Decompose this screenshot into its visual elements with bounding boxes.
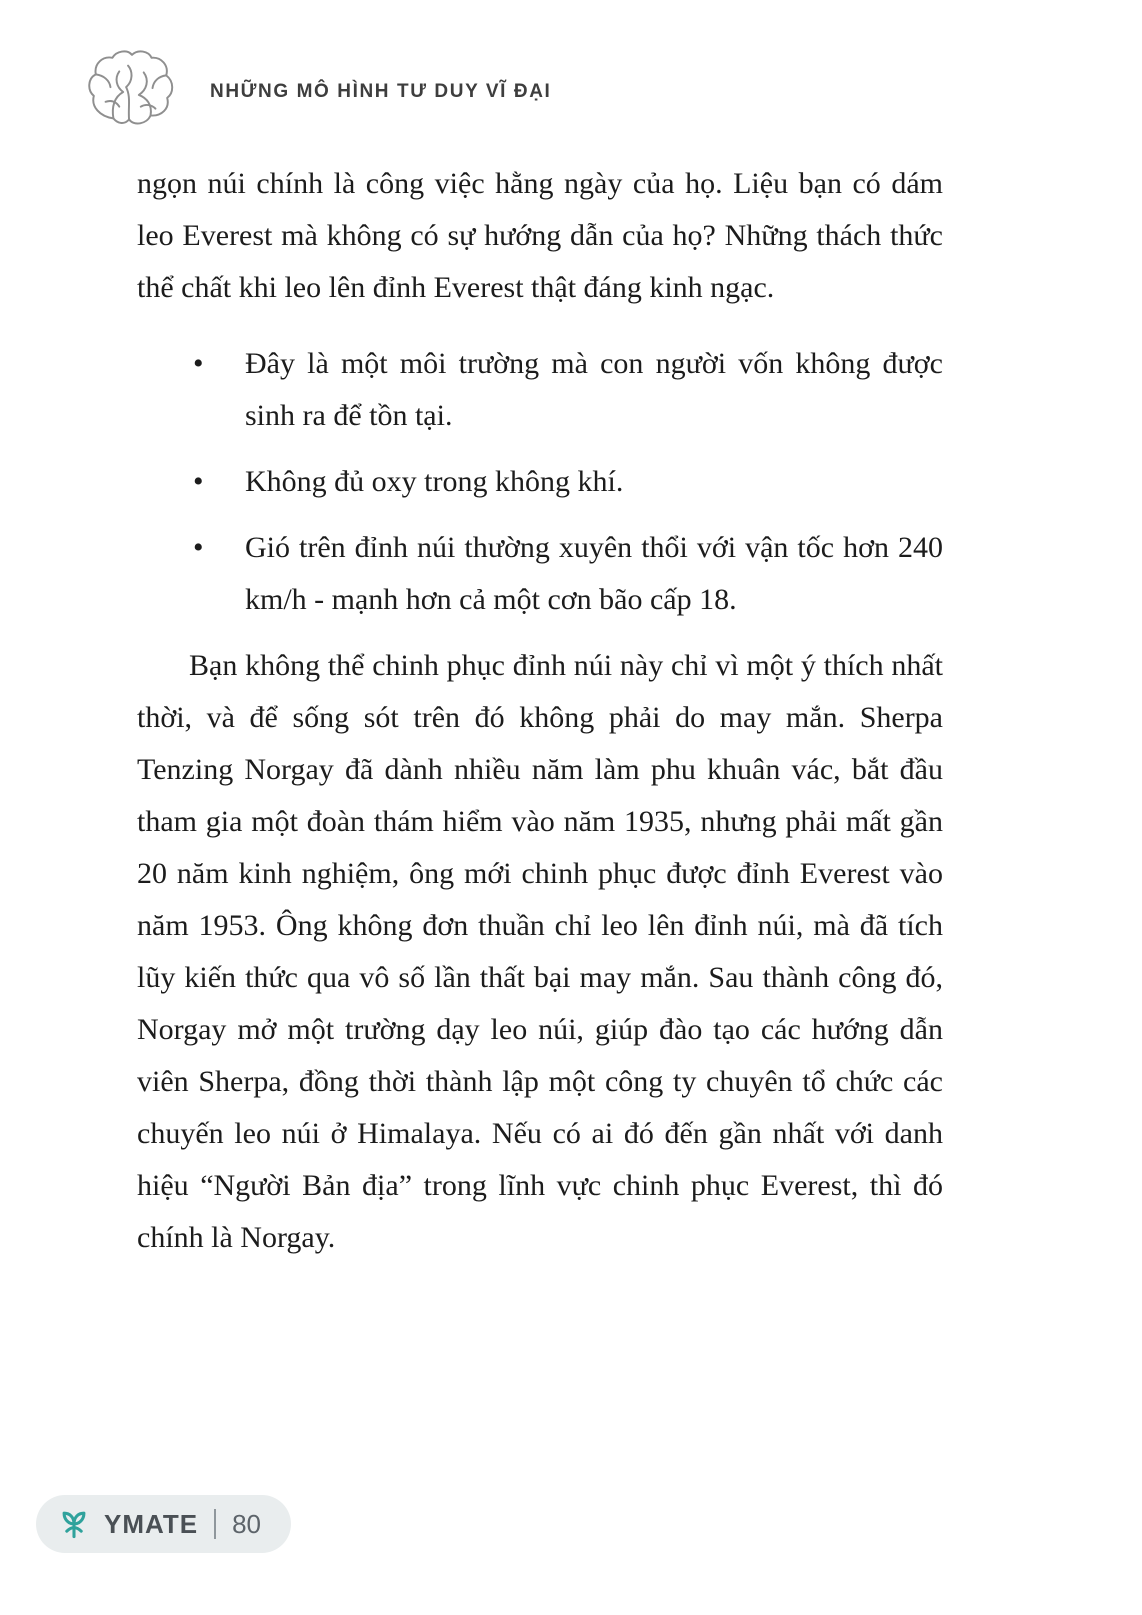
page-footer bbox=[36, 1495, 291, 1553]
footer-divider bbox=[214, 1509, 216, 1539]
list-item-text: Gió trên đỉnh núi thường xuyên thổi với vận tốc hơn 240 km/h - mạnh hơn cả một cơn bão cấp 18. bbox=[245, 531, 943, 616]
footer-brand-text: YMATE bbox=[104, 1508, 199, 1539]
paragraph: ngọn núi chính là công việc hằng ngày của họ. Liệu bạn có dám leo Everest mà không có sự hướng dẫn của họ? Những thách thức thể chất khi leo lên đỉnh Everest thật đáng kinh ngạc. bbox=[137, 167, 943, 304]
list-item bbox=[137, 338, 943, 442]
ymate-logo-icon bbox=[56, 1506, 92, 1542]
page-body bbox=[137, 158, 943, 1280]
bullet-icon: • bbox=[193, 465, 204, 498]
brain-icon bbox=[82, 48, 180, 136]
list-item bbox=[137, 456, 943, 508]
paragraph: Bạn không thể chinh phục đỉnh núi này chỉ vì một ý thích nhất thời, và để sống sót trên đó không phải do may mắn. Sherpa Tenzing Norgay đã dành nhiều năm làm phu khuân vác, bắt đầu tham gia một đoàn thám hiểm vào năm 1935, nhưng phải mất gần 20 năm kinh nghiệm, ông mới chinh phục được đỉnh Everest vào năm 1953. Ông không đơn thuần chỉ leo lên đỉnh núi, mà đã tích lũy kiến thức qua vô số lần thất bại may mắn. Sau thành công đó, Norgay mở một trường dạy leo núi, giúp đào tạo các hướng dẫn viên Sherpa, đồng thời thành lập một công ty chuyên tổ chức các chuyến leo núi ở Himalaya. Nếu có ai đó đến gần nhất với danh hiệu “Người Bản địa” trong lĩnh vực chinh phục Everest, thì đó chính là Norgay. bbox=[137, 649, 943, 1254]
running-head-title: NHỮNG MÔ HÌNH TƯ DUY VĨ ĐẠI bbox=[210, 81, 552, 102]
page-number: 80 bbox=[232, 1508, 261, 1539]
page-header bbox=[82, 48, 551, 136]
bullet-list bbox=[137, 338, 943, 626]
bullet-icon: • bbox=[193, 531, 204, 564]
bullet-icon: • bbox=[193, 347, 204, 380]
list-item bbox=[137, 522, 943, 626]
list-item-text: Đây là một môi trường mà con người vốn không được sinh ra để tồn tại. bbox=[245, 347, 943, 432]
list-item-text: Không đủ oxy trong không khí. bbox=[245, 465, 624, 498]
